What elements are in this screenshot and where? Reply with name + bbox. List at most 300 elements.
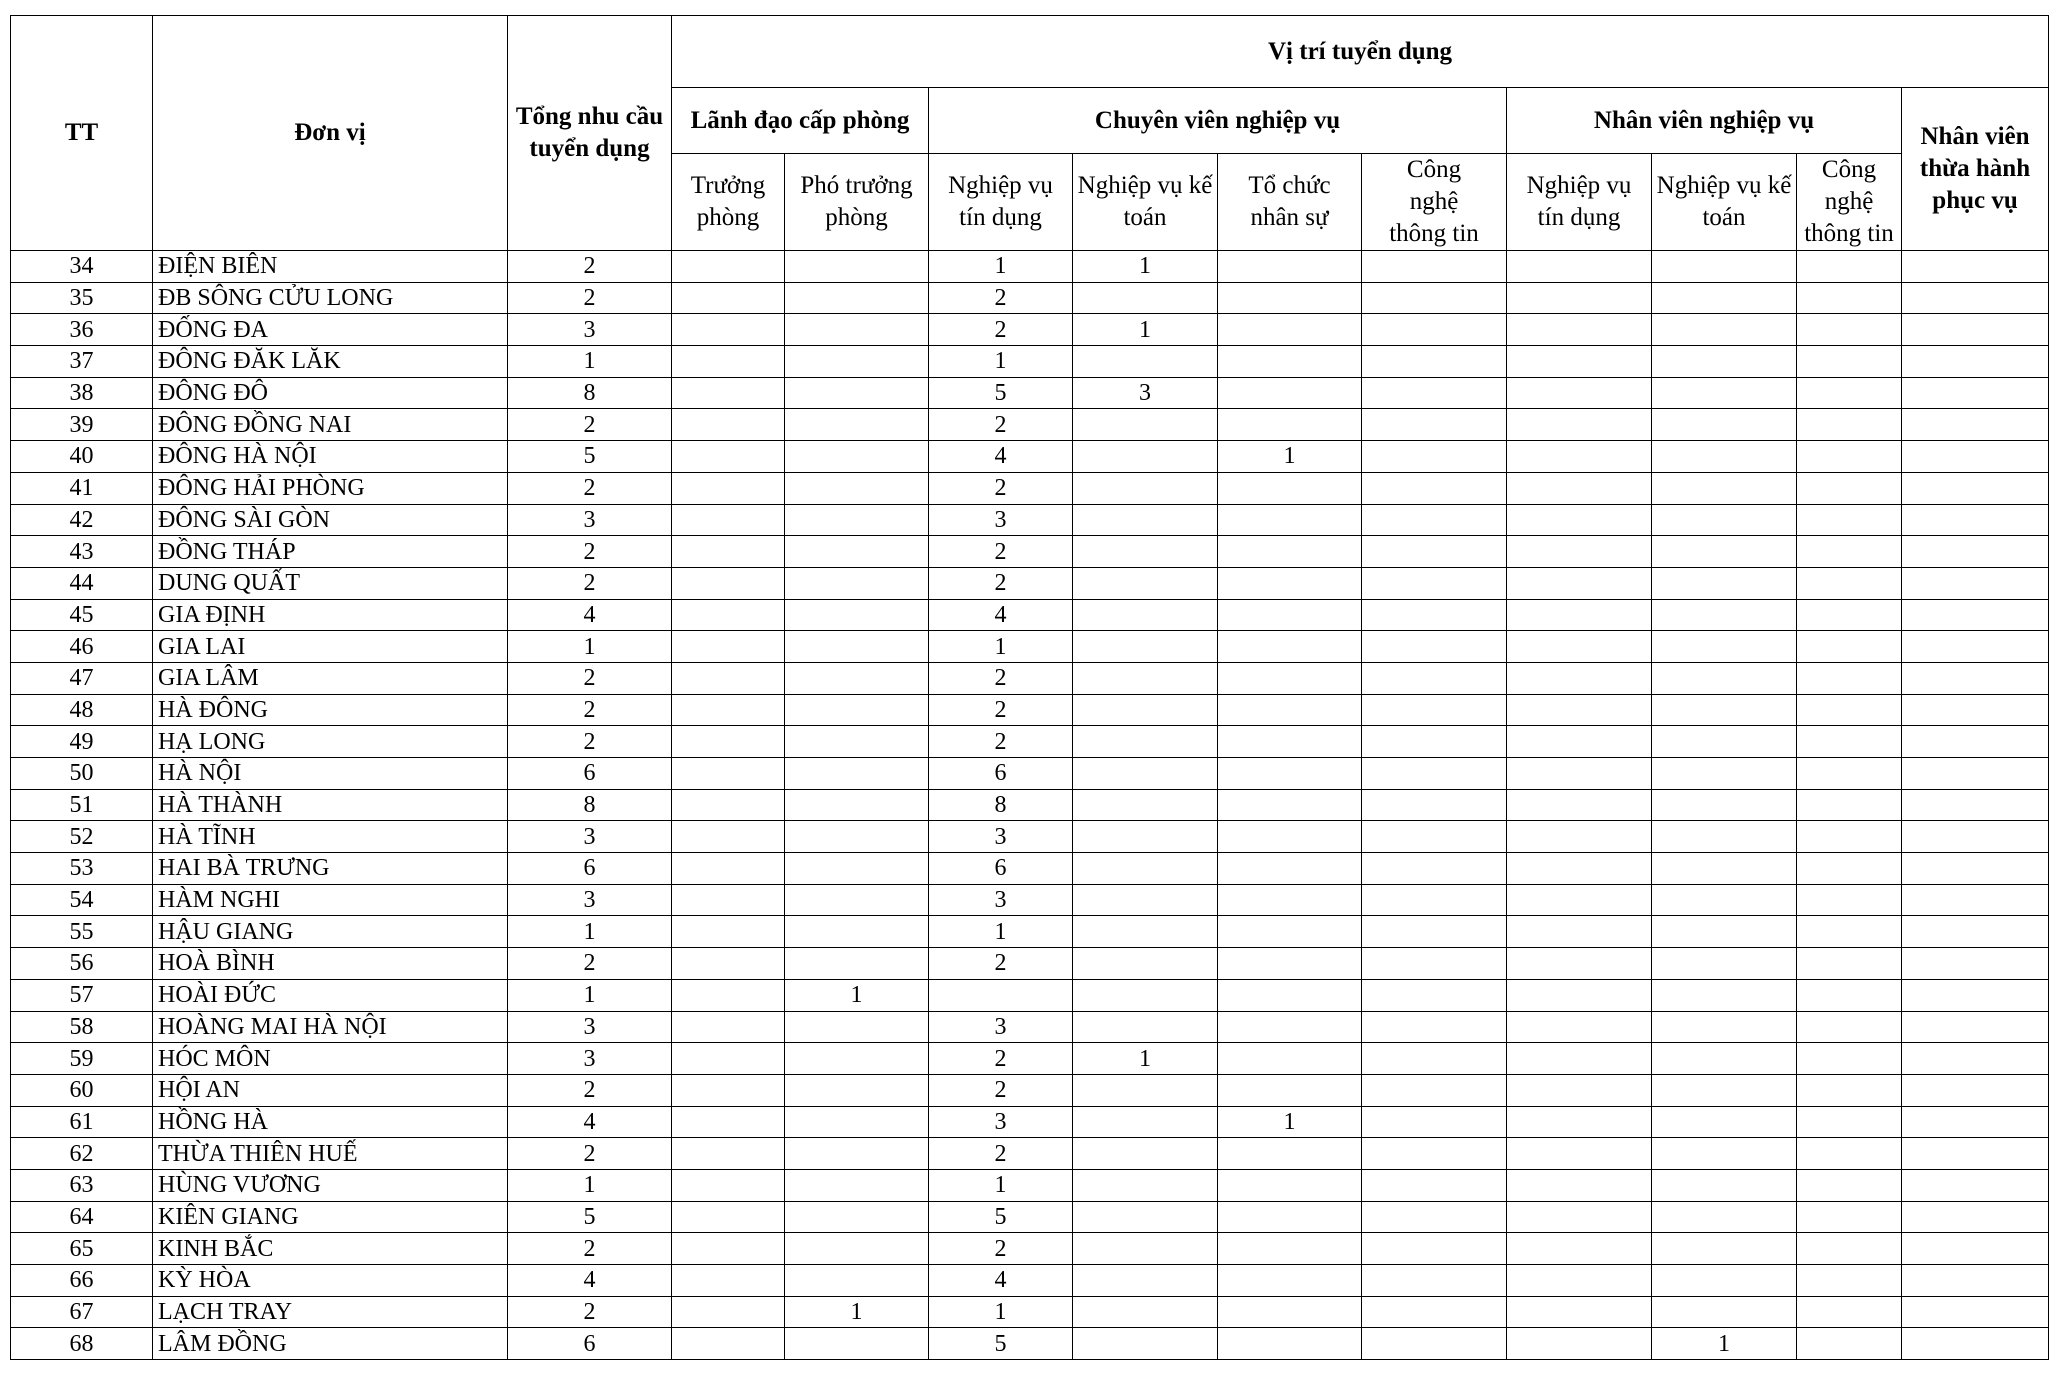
cell-tong-nhu-cau: 8 [508,789,672,821]
cell-vi-tri-7 [1507,1265,1652,1297]
cell-vi-tri-5 [1218,1265,1362,1297]
cell-tt: 45 [11,599,153,631]
cell-don-vi: KIÊN GIANG [153,1201,508,1233]
cell-vi-tri-5 [1218,916,1362,948]
cell-vi-tri-8 [1652,1106,1797,1138]
cell-vi-tri-8 [1652,821,1797,853]
cell-vi-tri-6 [1362,1328,1507,1360]
cell-don-vi: HÀM NGHI [153,884,508,916]
cell-vi-tri-10 [1902,504,2049,536]
cell-vi-tri-6 [1362,853,1507,885]
cell-tt: 51 [11,789,153,821]
cell-vi-tri-8 [1652,441,1797,473]
cell-tong-nhu-cau: 4 [508,1265,672,1297]
cell-vi-tri-8 [1652,1201,1797,1233]
cell-vi-tri-2 [785,1201,929,1233]
cell-vi-tri-9 [1797,758,1902,790]
table-row [11,536,2049,568]
cell-vi-tri-10 [1902,1169,2049,1201]
cell-tong-nhu-cau: 3 [508,314,672,346]
cell-vi-tri-1 [672,599,785,631]
cell-vi-tri-9 [1797,726,1902,758]
cell-vi-tri-10 [1902,1328,2049,1360]
cell-vi-tri-2 [785,504,929,536]
table-row [11,1106,2049,1138]
cell-vi-tri-7 [1507,1011,1652,1043]
cell-tt: 44 [11,567,153,599]
cell-vi-tri-6 [1362,441,1507,473]
cell-vi-tri-4 [1073,1138,1218,1170]
table-row [11,694,2049,726]
cell-vi-tri-9 [1797,1074,1902,1106]
table-row [11,1138,2049,1170]
table-row [11,1169,2049,1201]
cell-vi-tri-5 [1218,567,1362,599]
cell-tong-nhu-cau: 1 [508,1169,672,1201]
table-row [11,853,2049,885]
cell-vi-tri-6 [1362,1233,1507,1265]
cell-vi-tri-8 [1652,1169,1797,1201]
cell-vi-tri-4 [1073,1169,1218,1201]
cell-vi-tri-7 [1507,504,1652,536]
header-group-lanh-dao: Lãnh đạo cấp phòng [672,88,929,154]
cell-vi-tri-8 [1652,1233,1797,1265]
cell-vi-tri-3: 2 [929,1138,1073,1170]
header-sub-to-chuc-nhan-su: Tổ chức nhân sự [1218,154,1362,251]
table-row [11,1074,2049,1106]
cell-vi-tri-7 [1507,789,1652,821]
cell-vi-tri-7 [1507,979,1652,1011]
cell-vi-tri-3: 2 [929,1233,1073,1265]
cell-vi-tri-7 [1507,567,1652,599]
table-row [11,948,2049,980]
cell-vi-tri-8 [1652,948,1797,980]
cell-vi-tri-3: 2 [929,567,1073,599]
table-header [11,16,2049,251]
cell-vi-tri-4 [1073,567,1218,599]
cell-vi-tri-9 [1797,346,1902,378]
cell-tong-nhu-cau: 2 [508,1296,672,1328]
table-row [11,1233,2049,1265]
cell-vi-tri-8 [1652,346,1797,378]
header-group-nhan-vien: Nhân viên nghiệp vụ [1507,88,1902,154]
cell-vi-tri-7 [1507,1233,1652,1265]
cell-vi-tri-7 [1507,441,1652,473]
cell-tong-nhu-cau: 2 [508,536,672,568]
cell-vi-tri-10 [1902,282,2049,314]
cell-vi-tri-2 [785,282,929,314]
cell-vi-tri-9 [1797,1106,1902,1138]
cell-vi-tri-1 [672,916,785,948]
cell-vi-tri-10 [1902,1011,2049,1043]
cell-vi-tri-5: 1 [1218,441,1362,473]
cell-vi-tri-3: 6 [929,853,1073,885]
cell-vi-tri-10 [1902,631,2049,663]
cell-vi-tri-9 [1797,1328,1902,1360]
cell-vi-tri-8 [1652,631,1797,663]
cell-don-vi: THỪA THIÊN HUẾ [153,1138,508,1170]
table-row [11,631,2049,663]
cell-vi-tri-6 [1362,821,1507,853]
cell-tong-nhu-cau: 3 [508,884,672,916]
cell-vi-tri-8 [1652,599,1797,631]
header-sub-cv-ke-toan: Nghiệp vụ kế toán [1073,154,1218,251]
cell-tong-nhu-cau: 2 [508,726,672,758]
cell-vi-tri-3: 2 [929,694,1073,726]
cell-tong-nhu-cau: 5 [508,1201,672,1233]
cell-vi-tri-4 [1073,853,1218,885]
cell-don-vi: ĐÔNG ĐÔ [153,377,508,409]
cell-vi-tri-7 [1507,821,1652,853]
cell-vi-tri-5 [1218,282,1362,314]
cell-vi-tri-6 [1362,377,1507,409]
table-row [11,567,2049,599]
cell-vi-tri-10 [1902,472,2049,504]
cell-vi-tri-3: 2 [929,662,1073,694]
cell-vi-tri-9 [1797,599,1902,631]
cell-vi-tri-1 [672,472,785,504]
cell-tong-nhu-cau: 2 [508,567,672,599]
cell-vi-tri-3: 2 [929,1043,1073,1075]
cell-vi-tri-8 [1652,377,1797,409]
cell-vi-tri-8 [1652,694,1797,726]
cell-vi-tri-4 [1073,1106,1218,1138]
cell-vi-tri-6 [1362,979,1507,1011]
header-sub-pho-truong-phong: Phó trưởng phòng [785,154,929,251]
cell-don-vi: HẠ LONG [153,726,508,758]
cell-vi-tri-3: 4 [929,1265,1073,1297]
cell-don-vi: ĐÔNG ĐỒNG NAI [153,409,508,441]
cell-tong-nhu-cau: 5 [508,441,672,473]
table-row [11,251,2049,283]
cell-don-vi: ĐÔNG ĐĂK LĂK [153,346,508,378]
cell-vi-tri-8 [1652,409,1797,441]
cell-vi-tri-1 [672,1233,785,1265]
cell-don-vi: GIA LAI [153,631,508,663]
cell-vi-tri-8 [1652,504,1797,536]
cell-don-vi: HÓC MÔN [153,1043,508,1075]
cell-don-vi: KỲ HÒA [153,1265,508,1297]
cell-vi-tri-2 [785,251,929,283]
cell-vi-tri-1 [672,346,785,378]
cell-vi-tri-5 [1218,1296,1362,1328]
cell-vi-tri-7 [1507,758,1652,790]
header-sub-nv-tin-dung: Nghiệp vụ tín dụng [1507,154,1652,251]
cell-tt: 55 [11,916,153,948]
cell-vi-tri-8: 1 [1652,1328,1797,1360]
cell-tong-nhu-cau: 8 [508,377,672,409]
cell-vi-tri-2 [785,948,929,980]
cell-vi-tri-5 [1218,1233,1362,1265]
table-row [11,979,2049,1011]
cell-vi-tri-2 [785,536,929,568]
cell-vi-tri-7 [1507,599,1652,631]
cell-tt: 48 [11,694,153,726]
cell-vi-tri-1 [672,282,785,314]
cell-tt: 50 [11,758,153,790]
table-row [11,472,2049,504]
cell-vi-tri-1 [672,1106,785,1138]
cell-vi-tri-1 [672,1296,785,1328]
cell-vi-tri-3: 2 [929,948,1073,980]
cell-vi-tri-10 [1902,979,2049,1011]
cell-vi-tri-10 [1902,409,2049,441]
cell-vi-tri-10 [1902,251,2049,283]
cell-vi-tri-1 [672,821,785,853]
cell-tt: 63 [11,1169,153,1201]
cell-vi-tri-10 [1902,662,2049,694]
header-sub-cv-tin-dung: Nghiệp vụ tín dụng [929,154,1073,251]
cell-tong-nhu-cau: 6 [508,1328,672,1360]
cell-vi-tri-6 [1362,409,1507,441]
cell-vi-tri-6 [1362,282,1507,314]
cell-tt: 36 [11,314,153,346]
cell-don-vi: HOÀI ĐỨC [153,979,508,1011]
cell-vi-tri-2 [785,599,929,631]
cell-vi-tri-1 [672,758,785,790]
cell-vi-tri-7 [1507,631,1652,663]
cell-tt: 46 [11,631,153,663]
cell-vi-tri-10 [1902,377,2049,409]
cell-vi-tri-5 [1218,884,1362,916]
cell-vi-tri-7 [1507,314,1652,346]
cell-vi-tri-5 [1218,1011,1362,1043]
cell-vi-tri-2 [785,1074,929,1106]
cell-vi-tri-8 [1652,472,1797,504]
table-row [11,282,2049,314]
cell-vi-tri-3: 3 [929,1011,1073,1043]
cell-vi-tri-2 [785,1043,929,1075]
cell-vi-tri-6 [1362,599,1507,631]
cell-vi-tri-1 [672,1169,785,1201]
cell-tong-nhu-cau: 2 [508,948,672,980]
cell-vi-tri-2 [785,1233,929,1265]
cell-vi-tri-9 [1797,441,1902,473]
cell-vi-tri-1 [672,948,785,980]
cell-tt: 47 [11,662,153,694]
cell-vi-tri-7 [1507,1106,1652,1138]
cell-vi-tri-1 [672,441,785,473]
cell-vi-tri-10 [1902,726,2049,758]
cell-vi-tri-7 [1507,251,1652,283]
cell-tong-nhu-cau: 3 [508,821,672,853]
cell-vi-tri-10 [1902,536,2049,568]
cell-vi-tri-9 [1797,789,1902,821]
cell-vi-tri-4 [1073,1328,1218,1360]
cell-vi-tri-6 [1362,1265,1507,1297]
cell-vi-tri-6 [1362,758,1507,790]
cell-don-vi: LÂM ĐỒNG [153,1328,508,1360]
cell-don-vi: HOÀ BÌNH [153,948,508,980]
cell-vi-tri-1 [672,377,785,409]
cell-vi-tri-4: 1 [1073,251,1218,283]
cell-don-vi: HẬU GIANG [153,916,508,948]
cell-vi-tri-3: 5 [929,377,1073,409]
cell-tt: 57 [11,979,153,1011]
cell-vi-tri-5 [1218,631,1362,663]
cell-vi-tri-5 [1218,1201,1362,1233]
cell-vi-tri-2 [785,1011,929,1043]
cell-don-vi: DUNG QUẤT [153,567,508,599]
cell-vi-tri-4 [1073,1265,1218,1297]
table-row [11,409,2049,441]
cell-vi-tri-9 [1797,409,1902,441]
cell-vi-tri-2 [785,409,929,441]
cell-vi-tri-9 [1797,314,1902,346]
cell-vi-tri-4 [1073,916,1218,948]
cell-vi-tri-1 [672,536,785,568]
cell-vi-tri-8 [1652,314,1797,346]
table-row [11,314,2049,346]
cell-vi-tri-10 [1902,567,2049,599]
cell-vi-tri-5 [1218,789,1362,821]
cell-vi-tri-5 [1218,314,1362,346]
cell-vi-tri-1 [672,694,785,726]
cell-vi-tri-6 [1362,789,1507,821]
cell-vi-tri-3: 2 [929,409,1073,441]
cell-vi-tri-4 [1073,1074,1218,1106]
cell-vi-tri-5 [1218,599,1362,631]
cell-vi-tri-5 [1218,346,1362,378]
cell-vi-tri-4 [1073,599,1218,631]
cell-tong-nhu-cau: 2 [508,251,672,283]
cell-vi-tri-5 [1218,853,1362,885]
cell-vi-tri-10 [1902,694,2049,726]
cell-tt: 43 [11,536,153,568]
cell-vi-tri-10 [1902,789,2049,821]
cell-tt: 58 [11,1011,153,1043]
cell-vi-tri-2 [785,853,929,885]
cell-vi-tri-7 [1507,726,1652,758]
cell-vi-tri-4 [1073,282,1218,314]
cell-vi-tri-10 [1902,1265,2049,1297]
table-row [11,821,2049,853]
table-row [11,504,2049,536]
cell-vi-tri-6 [1362,1074,1507,1106]
cell-tong-nhu-cau: 2 [508,1233,672,1265]
cell-vi-tri-3: 1 [929,631,1073,663]
cell-vi-tri-7 [1507,377,1652,409]
cell-vi-tri-3: 6 [929,758,1073,790]
cell-tong-nhu-cau: 3 [508,1011,672,1043]
cell-tt: 52 [11,821,153,853]
table-row [11,662,2049,694]
cell-vi-tri-2 [785,662,929,694]
cell-vi-tri-6 [1362,1296,1507,1328]
cell-vi-tri-9 [1797,1201,1902,1233]
table-row [11,726,2049,758]
cell-vi-tri-7 [1507,1169,1652,1201]
cell-tt: 68 [11,1328,153,1360]
cell-vi-tri-4 [1073,346,1218,378]
table-row [11,1043,2049,1075]
cell-vi-tri-5 [1218,377,1362,409]
cell-tt: 62 [11,1138,153,1170]
cell-vi-tri-7 [1507,662,1652,694]
cell-don-vi: GIA LÂM [153,662,508,694]
cell-vi-tri-3: 8 [929,789,1073,821]
cell-vi-tri-4 [1073,789,1218,821]
cell-vi-tri-3: 5 [929,1201,1073,1233]
cell-vi-tri-6 [1362,726,1507,758]
cell-vi-tri-9 [1797,472,1902,504]
cell-tt: 54 [11,884,153,916]
cell-vi-tri-3: 3 [929,504,1073,536]
table-row [11,789,2049,821]
cell-tong-nhu-cau: 4 [508,599,672,631]
cell-vi-tri-7 [1507,1074,1652,1106]
cell-vi-tri-1 [672,853,785,885]
cell-don-vi: GIA ĐỊNH [153,599,508,631]
cell-vi-tri-5 [1218,1169,1362,1201]
cell-vi-tri-10 [1902,1043,2049,1075]
cell-don-vi: ĐIỆN BIÊN [153,251,508,283]
header-group-chuyen-vien: Chuyên viên nghiệp vụ [929,88,1507,154]
cell-vi-tri-9 [1797,251,1902,283]
cell-vi-tri-6 [1362,1011,1507,1043]
cell-vi-tri-3: 4 [929,441,1073,473]
cell-don-vi: ĐÔNG HẢI PHÒNG [153,472,508,504]
cell-don-vi: HÙNG VƯƠNG [153,1169,508,1201]
cell-tt: 35 [11,282,153,314]
cell-vi-tri-2 [785,1106,929,1138]
cell-vi-tri-8 [1652,1138,1797,1170]
table-row [11,377,2049,409]
cell-vi-tri-7 [1507,1328,1652,1360]
cell-vi-tri-4 [1073,1201,1218,1233]
cell-vi-tri-4 [1073,948,1218,980]
cell-vi-tri-7 [1507,1138,1652,1170]
cell-vi-tri-4 [1073,472,1218,504]
header-sub-truong-phong: Trưởng phòng [672,154,785,251]
cell-don-vi: ĐB SÔNG CỬU LONG [153,282,508,314]
cell-vi-tri-5 [1218,504,1362,536]
cell-vi-tri-7 [1507,282,1652,314]
cell-vi-tri-4 [1073,884,1218,916]
cell-tong-nhu-cau: 6 [508,758,672,790]
cell-vi-tri-4 [1073,821,1218,853]
cell-vi-tri-9 [1797,282,1902,314]
cell-vi-tri-3: 3 [929,884,1073,916]
cell-vi-tri-5 [1218,1138,1362,1170]
cell-vi-tri-6 [1362,1138,1507,1170]
cell-vi-tri-8 [1652,726,1797,758]
cell-vi-tri-5 [1218,1043,1362,1075]
table-row [11,1201,2049,1233]
cell-tong-nhu-cau: 6 [508,853,672,885]
cell-vi-tri-6 [1362,314,1507,346]
cell-don-vi: ĐỐNG ĐA [153,314,508,346]
cell-vi-tri-8 [1652,282,1797,314]
cell-vi-tri-4: 3 [1073,377,1218,409]
cell-vi-tri-1 [672,1043,785,1075]
cell-vi-tri-3: 3 [929,821,1073,853]
cell-vi-tri-3: 2 [929,1074,1073,1106]
cell-don-vi: HỒNG HÀ [153,1106,508,1138]
cell-vi-tri-7 [1507,472,1652,504]
cell-don-vi: ĐÔNG SÀI GÒN [153,504,508,536]
cell-vi-tri-8 [1652,536,1797,568]
cell-vi-tri-8 [1652,979,1797,1011]
cell-vi-tri-5 [1218,821,1362,853]
cell-vi-tri-8 [1652,758,1797,790]
cell-vi-tri-3: 2 [929,472,1073,504]
header-sub-nv-cong-nghe: Công nghệ thông tin [1797,154,1902,251]
table-row [11,1011,2049,1043]
cell-tong-nhu-cau: 1 [508,916,672,948]
cell-vi-tri-5 [1218,979,1362,1011]
cell-tt: 61 [11,1106,153,1138]
